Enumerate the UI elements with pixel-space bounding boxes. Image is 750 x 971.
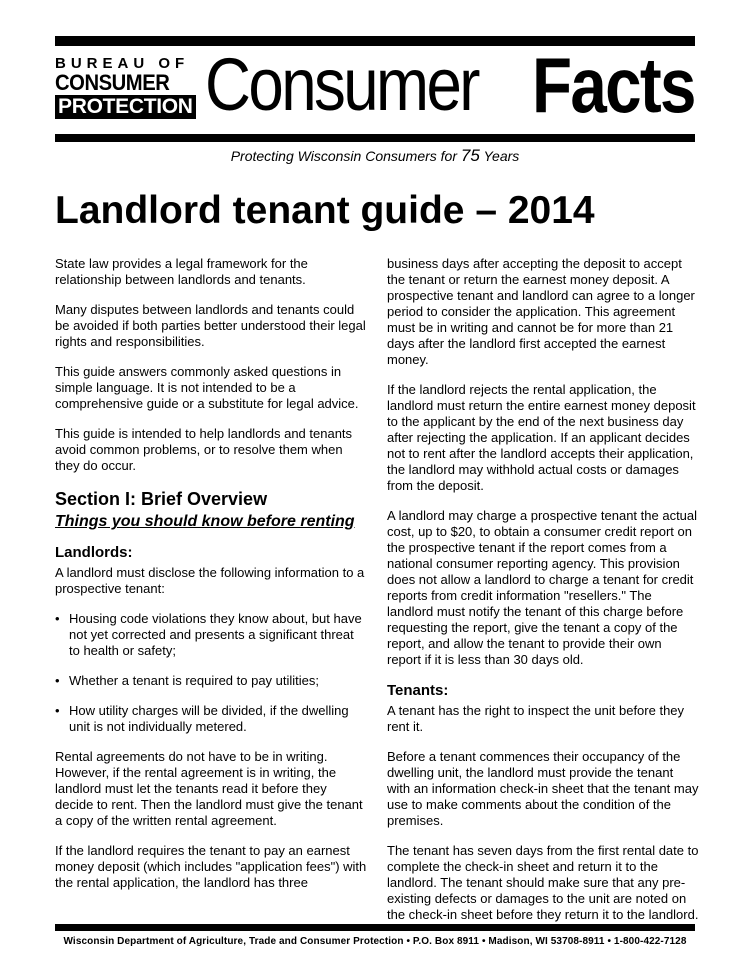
tenants-heading: Tenants:: [387, 682, 449, 699]
paragraph: business days after accepting the deposit to accept the tenant or return the earnest money deposit. A prospective tenant and landlord can agree to a longer period to consider the application. This agreement must be in writing and cannot be for more than 21 days after the landlord first accepted the earnest money.: [387, 256, 695, 367]
list-item-text: Whether a tenant is required to pay utilities;: [69, 673, 320, 688]
paragraph: The tenant has seven days from the first rental date to complete the check-in sheet and return it to the landlord. The tenant should make sure that any pre-existing defects or damages to the unit are noted on the check-in sheet before they return it to the landlord.: [387, 843, 699, 922]
left-column: [55, 256, 367, 905]
page-title: Landlord tenant guide – 2014: [55, 189, 595, 232]
landlords-heading: Landlords:: [55, 544, 133, 561]
paragraph: A landlord may charge a prospective tenant the actual cost, up to $20, to obtain a consumer credit report on the prospective tenant if the report comes from a national consumer reporting agency. This provision does not allow a landlord to charge a tenant for credit reports from credit information "resellers." The landlord must notify the tenant of this charge before requesting the report, give the tenant a copy of the report, and allow the tenant to provide their own report if it is less than 30 days old.: [387, 508, 698, 667]
bullet-icon: •: [55, 703, 60, 718]
bottom-rule: [55, 924, 695, 931]
section-heading: Section I: Brief Overview: [55, 489, 268, 509]
mid-rule: [55, 134, 695, 142]
list-item-text: Housing code violations they know about, but have not yet corrected and presents a significant threat to health or safety;: [69, 611, 362, 658]
protection-text: PROTECTION: [55, 95, 196, 119]
tagline-pre: Protecting Wisconsin Consumers for: [230, 148, 461, 164]
paragraph: This guide answers commonly asked questions in simple language. It is not intended to be a comprehensive guide or a substitute for legal advice.: [55, 364, 359, 411]
paragraph: This guide is intended to help landlords and tenants avoid common problems, or to resolve them when they do occur.: [55, 426, 353, 473]
paragraph: If the landlord rejects the rental application, the landlord must return the entire earnest money deposit to the applicant by the end of the next business day after rejecting the application. If an applicant decides not to rent after the landlord accepts their application, the landlord may withhold actual costs or damages from the deposit.: [387, 382, 696, 493]
tagline-post: Years: [479, 148, 520, 164]
tagline-years: 75: [460, 146, 480, 165]
list-item: [55, 611, 367, 659]
masthead: [55, 41, 695, 132]
tagline: [0, 146, 750, 166]
list-item: [55, 673, 367, 689]
list-item: [55, 703, 367, 735]
paragraph: Many disputes between landlords and tenants could be avoided if both parties better understood their legal rights and responsibilities.: [55, 302, 366, 349]
paragraph: A landlord must disclose the following information to a prospective tenant:: [55, 565, 365, 596]
bureau-text: BUREAU OF: [55, 55, 190, 72]
facts-wordmark: Facts: [532, 41, 695, 129]
bullet-icon: •: [55, 673, 60, 688]
bureau-logo: [55, 56, 195, 119]
footer-contact: Wisconsin Department of Agriculture, Trade and Consumer Protection • P.O. Box 8911 • Madison, WI 53708-8911 • 1-800-422-7128: [63, 936, 687, 947]
paragraph: Rental agreements do not have to be in writing. However, if the rental agreement is in writing, the landlord must let the tenants read it before they decide to rent. Then the landlord must give the tenant a copy of the written rental agreement.: [55, 749, 363, 828]
paragraph: If the landlord requires the tenant to pay an earnest money deposit (which includes "application fees") with the rental application, the landlord has three: [55, 843, 367, 890]
bullet-icon: •: [55, 611, 60, 626]
paragraph: State law provides a legal framework for the relationship between landlords and tenants.: [55, 256, 308, 287]
paragraph: A tenant has the right to inspect the unit before they rent it.: [387, 703, 685, 734]
list-item-text: How utility charges will be divided, if the dwelling unit is not individually metered.: [69, 703, 349, 734]
consumer-text: CONSUMER: [55, 70, 170, 95]
section-subheading: Things you should know before renting: [55, 513, 355, 530]
paragraph: Before a tenant commences their occupancy of the dwelling unit, the landlord must provide the tenant with an information check-in sheet that the tenant may use to make comments about the condition of the premises.: [387, 749, 699, 828]
consumer-wordmark: Consumer: [205, 43, 478, 126]
disclosure-list: [55, 611, 367, 735]
right-column: [387, 256, 699, 937]
